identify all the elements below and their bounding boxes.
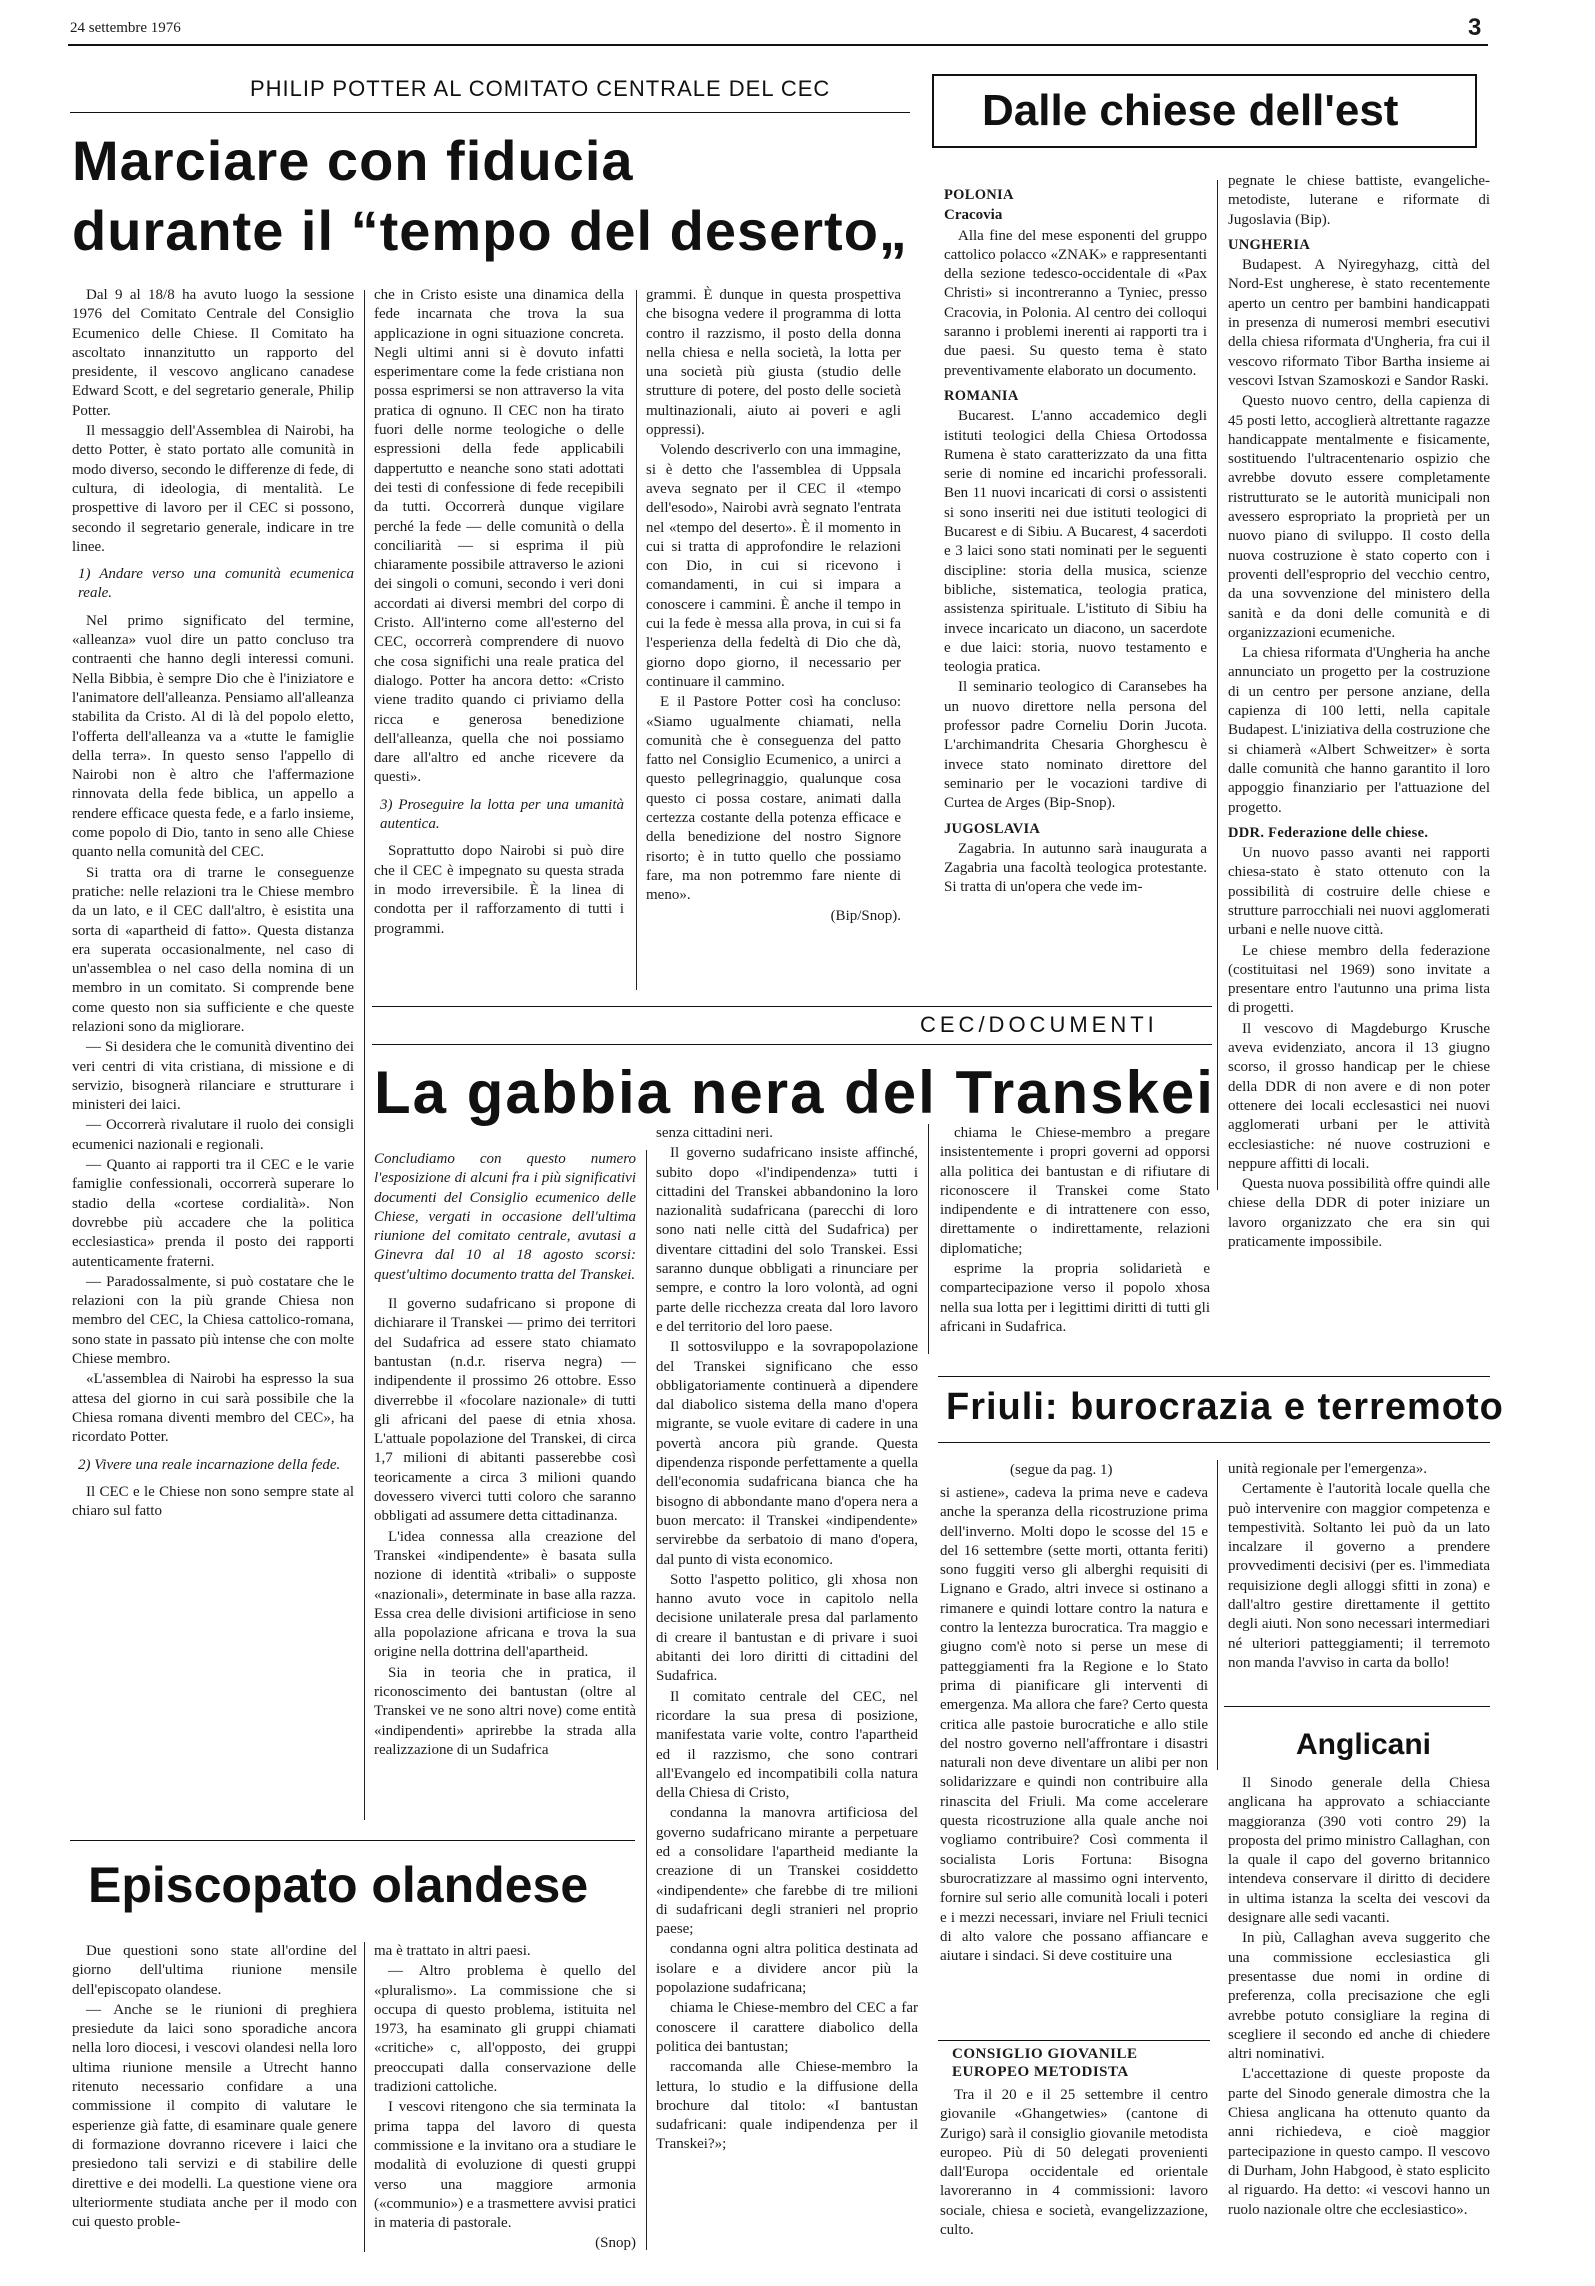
paragraph: Le chiese membro della federazione (costituitasi nel 1969) sono invitate a presentare entro l'autunno una prima lista di progetti. (1228, 942, 1490, 1017)
potter-kicker-rule (70, 112, 910, 113)
paragraph: grammi. È dunque in questa prospettiva che bisogna vedere il programma di lotta contro il razzismo, il posto della donna nella chiesa e nella società, la lotta per una società più giusta (studio delle strutture di potere, del posto delle società multinazionali, aiuto ai poveri e agli oppressi). (646, 287, 901, 439)
paragraph: condanna la manovra artificiosa del governo sudafricano mirante a perpetuare ed a consolidare l'apartheid mediante la creazione di un Transkei cosiddetto «indipendente» che farebbe di tre milioni di sudafricani degli stranieri nel proprio paese; (656, 1805, 918, 1938)
section-heading: DDR. Federazione delle chiese. (1228, 824, 1429, 841)
paragraph: Il governo sudafricano insiste affinché, subito dopo «l'indipendenza» tutti i cittadini del Transkei abbandonino la loro nazionalità sudafricana (parecchi di loro sono nati nelle città del Sudafrica) per diventare cittadini del solo Transkei. Essi saranno dunque obbligati a rinunciare per sempre, e contro la loro volontà, ad ogni parte delle ricchezza creata dal loro lavoro e del territorio del loro paese. (656, 1145, 918, 1335)
transkei-title: La gabbia nera del Transkei (374, 1059, 1215, 1126)
paragraph: Sia in teoria che in pratica, il riconoscimento dei bantustan (oltre al Transkei ve ne sono altri nove) come entità «indipendenti» aprirebbe la strada alla realizzazione di un Sudafrica (374, 1664, 636, 1758)
friuli-column-1 (940, 1484, 1208, 2029)
paragraph: chiama le Chiese-membro del CEC a far conoscere il carattere diabolico della politica dei bantustan; (656, 2000, 918, 2055)
paragraph: Si tratta ora di trarne le conseguenze pratiche: nelle relazioni tra le Chiese membro da un lato, e il CEC dall'altro, è esistita una sorta di «apartheid di fatto». Questa distanza era superata occasionalmente, nel caso di un'assemblea o nel caso della nomina di un membro in un comitato. Si comprende bene come questo non sia sufficiente e che queste relazioni sono da migliorare. (72, 864, 354, 1035)
paragraph: Un nuovo passo avanti nei rapporti chiesa-stato è stato ottenuto con la possibilità di costruire delle chiese e strutture parrocchiali nei nuovi agglomerati urbani e nelle nuove città. (1228, 845, 1490, 939)
olandese-title: Episcopato olandese (88, 1857, 589, 1913)
paragraph: condanna ogni altra politica destinata ad isolare e a dividere ancor più la popolazione sudafricana; (656, 1941, 918, 1997)
signature: (Snop) (595, 2235, 636, 2252)
paragraph: Certamente è l'autorità locale quella che può intervenire con maggior competenza e tempestività. Soltanto lei può da un lato incalzare il governo a prendere provvedimenti decisivi (per es. l'immediata requisizione degli alloggi sfitti in zona) e dall'altro gestire direttamente il gettito degli aiuti. Non sono necessari intermediari né ulteriori patteggiamenti; il terremoto non manda l'avviso in carta da bollo! (1228, 1481, 1490, 1671)
paragraph: che in Cristo esiste una dinamica della fede incarnata che trova la sua applicazione in ogni situazione concreta. Negli ultimi anni si è dovuto infatti esperimentare come la fede cristiana non possa esprimersi se non attraverso la vita pratica di ognuno. Il CEC non ha tirato fuori delle norme teologiche o delle espressioni della fede applicabili dappertutto e neanche sono stati adottati dei testi di confessione di fede recepibili da tutti. Occorrerà dunque vigilare perché la fede — delle comunità o della conciliarità — si esprima il più chiaramente possibile attraverso le azioni dei singoli o comuni, secondo i veri doni accordati ai diversi membri del corpo di Cristo. All'interno come all'esterno del CEC, occorrerà comprendere di nuovo che cosa significhi una reale pratica del dialogo. Potter ha ancora detto: «Cristo viene tradito quando ci priviamo della ricca e generosa benedizione dell'alleanza, quella che noi possiamo dare all'altro ed anche ricevere da questi». (374, 287, 624, 786)
paragraph: — Si desidera che le comunità diventino dei veri centri di vita cristiana, di missione e di servizio, bisognerà rilanciare e strutturare i ministeri dei laici. (72, 1039, 354, 1114)
paragraph: — Anche se le riunioni di preghiera presiedute da laici sono sporadiche ancora nella loro diocesi, i vescovi olandesi nella loro ultima riunione mensile a Utrecht hanno ritenuto necessario confidare a una commissione il compito di valutare le esperienze già fatte, di esaminare quale genere di formazione dovranno ricevere i laici che presiedono tali servizi e di stabilire delle direttive e dei modelli. La questione viene ora ulteriormente studiata anche per il modo con cui questo proble- (72, 2001, 357, 2231)
anglicani-body (1228, 1774, 1490, 2264)
paragraph: Nel primo significato del termine, «alleanza» vuol dire un patto concluso tra contraenti che hanno degli interessi comuni. Nella Bibbia, è sempre Dio che è l'iniziatore e l'animatore dell'alleanza. Pensiamo all'alleanza stabilita da Cristo. Al di là del popolo eletto, l'offerta dell'alleanza va a «tutte le famiglie della terra». In questo senso l'appello di Nairobi non è altro che l'affermazione rinnovata della fede biblica, un appello a rendere efficace questa fede, e a farlo insieme, come popolo di Dio, tanto in seno alle Chiese quanto nella comunità del CEC. (72, 612, 354, 861)
potter-column-1 (72, 286, 354, 1826)
page-date: 24 settembre 1976 (70, 20, 181, 36)
olandese-column-2 (374, 1942, 636, 2272)
friuli-top-rule (938, 1376, 1490, 1377)
column-divider (646, 1150, 647, 2250)
paragraph: Il comitato centrale del CEC, nel ricordare la sua presa di posizione, manifestata varie volte, contro l'apartheid ed il razzismo, che sono contrari all'Evangelo ed incompatibili colla natura della Chiesa di Cristo, (656, 1688, 918, 1802)
metodista-title-line1: CONSIGLIO GIOVANILE (952, 2046, 1138, 2062)
paragraph: si astiene», cadeva la prima neve e cadeva anche la speranza della ricostruzione prima dell'inverno. Molti dopo le scosse del 15 e del 16 settembre (sette morti, ottanta feriti) sono fuggiti verso gli alberghi requisiti di Lignano e Grado, altri invece si ostinano a rimanere e quindi lottare contro la natura e contro la lentezza burocratica. Tra maggio e giugno com'è noto si perse un mese di patteggiamenti fra la Regione e lo Stato prima di pianificare gli interventi di emergenza. Ma allora che fare? Certo questa critica alle pastoie burocratiche e allo stile del nostro governo nell'affrontare i disastri naturali non deve diventare un alibi per non solidarizzare e quindi non contribuire alla rinascita del Friuli. Ma come accelerare questa ricostruzione alla quale anche noi vogliamo contribuire? Così commenta il socialista Loris Fortuna: Bisogna sburocratizzare al massimo ogni intervento, fornire sul serio alle comunità locali i poteri e i mezzi necessari, inviare nel Friuli tecnici di alto valore che possano affiancare e aiutare i sindaci. Si deve costituire una (940, 1485, 1208, 1965)
paragraph: Il governo sudafricano si propone di dichiarare il Transkei — primo dei territori del Sudafrica ad essere stato chiamato bantustan (n.d.r. riserva negra) — indipendente il prossimo 26 ottobre. Esso diverrebbe il «focolare nazionale» di tutti gli africani del paese di etnia xhosa. L'attuale popolazione del Transkei, di circa 1,7 milioni di abitanti passerebbe così teoricamente a circa 3 milioni quando dovessero viverci tutti coloro che saranno obbligati ad assumere detta cittadinanza. (374, 1296, 636, 1525)
column-divider (364, 290, 365, 1820)
paragraph: Due questioni sono state all'ordine del giorno dell'ultima riunione mensile dell'episcopato olandese. (72, 1943, 357, 1998)
olandese-column-1 (72, 1942, 357, 2262)
paragraph: Il vescovo di Magdeburgo Krusche aveva evidenziato, ancora il 13 giugno scorso, il grosso handicap per le chiese della DDR di non avere e di non poter ottenere dei locali ecclesastici nei nuovi agglomerati urbani per le attività ecclesiastiche: né nuove costruzioni e neppure affitti di locali. (1228, 1020, 1490, 1172)
section-heading: POLONIA (944, 187, 1014, 203)
paragraph: Il Sinodo generale della Chiesa anglicana ha approvato a schiacciante maggioranza (390 voti contro 29) la proposta del primo ministro Callaghan, con la quale il capo del governo britannico intendeva conservare il diritto di decidere in ultima istanza la scelta dei vescovi da designare alle sedi vacanti. (1228, 1775, 1490, 1927)
metodista-body (940, 2086, 1208, 2264)
masthead-rule (68, 44, 1488, 46)
paragraph: Questa nuova possibilità offre quindi alle chiese della DDR di poter iniziare un lavoro organizzato che era sin qui praticamente impossibile. (1228, 1176, 1490, 1251)
paragraph: Soprattutto dopo Nairobi si può dire che il CEC è impegnato su questa strada in modo irreversibile. È la linea di condotta per il rafforzamento di tutti i programmi. (374, 843, 624, 937)
transkei-kicker-rule (372, 1044, 1212, 1045)
paragraph: L'idea connessa alla creazione del Transkei «indipendente» è basata sulla nozione di identità «tribali» o supposte «nazionali», determinate in base alla razza. Essa crea delle divisioni artificiose in seno alla popolazione africana e trova la sua origine nella dottrina dell'apartheid. (374, 1528, 636, 1661)
est-column-1 (944, 180, 1207, 995)
subheading: 2) Vivere una reale incarnazione della fede. (78, 1456, 341, 1473)
paragraph: In più, Callaghan aveva suggerito che una commissione ecclesiastica gli presentasse due nomi in ordine di preferenza, colla precisazione che egli avrebbe potuto consigliare la regina di scegliere il secondo ed anche di chiedere altri nominativi. (1228, 1930, 1490, 2063)
paragraph: Il sottosviluppo e la sovrapopolazione del Transkei significano che esso obbligatoriamente continuerà a dipendere dal diabolico sistema della mano d'opera migrante, se vuole evitare di cadere in una povertà ancora più grande. Questa dipendenza risponde perfettamente a quella dell'economia sudafricana bianca che ha bisogno di abbondante mano d'opera nera a buon mercato: il Transkei «indipendente» servirebbe da serbatoio di mano d'opera, dal punto di vista economico. (656, 1339, 918, 1568)
paragraph: — Paradossalmente, si può costatare che le relazioni con la più grande Chiesa non membro del CEC, la Chiesa cattolico-romana, sono state in passato più intense che con molte Chiese membro. (72, 1273, 354, 1368)
paragraph: Alla fine del mese esponenti del gruppo cattolico polacco «ZNAK» e rappresentanti della sezione tedesco-occidentale di «Pax Christi» si incontreranno a Tyniec, presso Cracovia, in Polonia. Al centro dei colloqui saranno i problemi inerenti ai rapporti tra i due paesi. Su questo tema è stato preventivamente elaborato un documento. (944, 227, 1207, 379)
section-heading: UNGHERIA (1228, 236, 1311, 253)
metodista-title-line2: EUROPEO METODISTA (952, 2064, 1129, 2080)
column-divider (636, 290, 637, 990)
subheading: 1) Andare verso una comunità ecumenica reale. (78, 566, 354, 602)
paragraph: — Quanto ai rapporti tra il CEC e le varie famiglie confessionali, occorrerà superare lo stadio della «cortese cordialità». Non dovrebbe più accadere che la politica ecclesiastica» prenda il posto dei rapporti autenticamente fraterni. (72, 1157, 354, 1270)
potter-kicker: PHILIP POTTER AL COMITATO CENTRALE DEL CEC (250, 76, 831, 101)
potter-column-2 (374, 286, 624, 991)
transkei-top-rule (372, 1006, 1212, 1007)
transkei-column-3 (940, 1124, 1210, 1384)
paragraph: pegnate le chiese battiste, evangeliche-metodiste, luterane e riformate di Jugoslavia (Bip). (1228, 173, 1490, 228)
friuli-title: Friuli: burocrazia e terremoto (946, 1386, 1504, 1428)
friuli-title-rule (938, 1442, 1490, 1443)
paragraph: E il Pastore Potter così ha concluso: «Siamo ugualmente chiamati, nella comunità che è conseguenza del patto fatto nel Consiglio Ecumenico, a unirci a questo pellegrinaggio, qualunque cosa questo ci possa costare, animati dalla certezza costante della potenza efficace e della benedizione del nostro Signore risorto; è in tutto quello che possiamo fare, ma non potremmo fare niente di meno». (646, 694, 901, 904)
paragraph: Tra il 20 e il 25 settembre il centro giovanile «Ghangetwies» (cantone di Zurigo) sarà il consiglio giovanile metodista europeo. Più di 50 delegati provenienti dall'Europa occidentale ed orientale lavoreranno in 4 commissioni: lavoro sociale, chiesa e società, evangelizzazione, culto. (940, 2087, 1208, 2239)
friuli-continuation-note: (segue da pag. 1) (1010, 1462, 1113, 1478)
paragraph: Zagabria. In autunno sarà inaugurata a Zagabria una facoltà teologica protestante. Si tratta di un'opera che vede im- (944, 840, 1207, 896)
paragraph: I vescovi ritengono che sia terminata la prima tappa del lavoro di questa commissione e la invitano ora a studiare le modalità di evoluzione di questi gruppi verso una maggiore armonia («communio») e a trasmettere avvisi pratici in materia di pastorale. (374, 2099, 636, 2232)
subheading: Cracovia (944, 207, 1003, 224)
potter-title-line1: Marciare con fiducia (72, 129, 634, 192)
paragraph: «L'assemblea di Nairobi ha espresso la sua attesa del giorno in cui sarà possibile che la Chiesa romana diventi membro del CEC», ha ricordato Potter. (72, 1371, 354, 1446)
paragraph: Sotto l'aspetto politico, gli xhosa non hanno avuto voce in capitolo nella decisione unilaterale presa dal parlamento di creare il bantustan e di privare i suoi abitanti dei loro diritti di cittadini del Sudafrica. (656, 1571, 918, 1685)
paragraph: La chiesa riformata d'Ungheria ha anche annunciato un progetto per la costruzione di un centro per persone anziane, della capienza di 100 letti, nella capitale Budapest. L'iniziativa della costruzione che si chiamerà «Albert Schweitzer» è sorta dalle comunità che hanno garantito il loro appoggio finanziario per l'attuazione del progetto. (1228, 645, 1490, 816)
paragraph: Questo nuovo centro, della capienza di 45 posti letto, accoglierà altrettante ragazze handicappate mentalmente e fisicamente, sostituendo l'ultracentenario ospizio che avrebbe dovuto essere completamente ristrutturato se le autorità municipali non avessero espropriato la proprietà per un nuovo piano di sviluppo. Il costo della nuova costruzione è stato coperto con i proventi dell'esproprio del vecchio centro, da una sovvenzione del ministero della sanità e da doni delle comunità e di organizzazioni ecumeniche. (1228, 393, 1490, 641)
section-heading: JUGOSLAVIA (944, 820, 1041, 837)
anglicani-title: Anglicani (1296, 1728, 1432, 1761)
paragraph: L'accettazione di queste proposte da parte del Sinodo generale dimostra che la Chiesa anglicana ha ottenuto quanto da anni richiedeva, e cioè maggior partecipazione in questo campo. Il vescovo di Durham, John Habgood, è stato esplicito al riguardo. Ha detto: «i vescovi hanno un ruolo nazionale oltre che ecclesiastico». (1228, 2066, 1490, 2218)
column-divider (1217, 180, 1218, 1190)
transkei-kicker: CEC/DOCUMENTI (920, 1012, 1158, 1037)
est-title: Dalle chiese dell'est (982, 86, 1399, 135)
metodista-top-rule (938, 2040, 1210, 2041)
paragraph: — Altro problema è quello del «pluralismo». La commissione che si occupa di questo problema, istituita nel 1973, ha esaminato gli gruppi chiamati «critiche» c, all'opposto, dei gruppi preoccupati dalla conservazione delle tradizioni cattoliche. (374, 1963, 636, 2096)
intro-note: Concludiamo con questo numero l'esposizione di alcuni fra i più significativi documenti del Consiglio ecumenico delle Chiese, vergati in occasione dell'ultima riunione del comitato centrale, avutasi a Ginevra dal 10 al 18 agosto scorsi: quest'ultimo documento tratta del Transkei. (374, 1151, 636, 1283)
transkei-column-2 (656, 1124, 918, 2244)
anglicani-top-rule (1224, 1706, 1490, 1707)
potter-column-3 (646, 286, 901, 991)
paragraph: ma è trattato in altri paesi. (374, 1943, 531, 1959)
paragraph: Dal 9 al 18/8 ha avuto luogo la sessione 1976 del Comitato Centrale del Consiglio Ecumenico delle Chiese. Il Comitato ha ascoltato innanzitutto un rapporto del presidente, il vescovo anglicano canadese Edward Scott, e del segretario generale, Philip Potter. (72, 287, 354, 419)
paragraph: esprime la propria solidarietà e compartecipazione verso il popolo xhosa nella sua lotta per i legittimi diritti di tutti gli africani in Sudafrica. (940, 1261, 1210, 1335)
paragraph: — Occorrerà rivalutare il ruolo dei consigli ecumenici nazionali e regionali. (72, 1117, 354, 1153)
paragraph: unità regionale per l'emergenza». (1228, 1461, 1427, 1477)
section-heading: ROMANIA (944, 387, 1019, 404)
paragraph: senza cittadini neri. (656, 1125, 774, 1141)
transkei-column-1 (374, 1150, 636, 1820)
subheading: 3) Proseguire la lotta per una umanità autentica. (380, 796, 624, 833)
olandese-top-rule (70, 1840, 635, 1841)
paragraph: Volendo descriverlo con una immagine, si è detto che l'assemblea di Uppsala aveva segnato per il CEC il «tempo dell'esodo», Nairobi avrà segnato l'entrata nel «tempo del deserto». È il momento in cui si tratta di approfondire le relazioni con Dio, in cui si ricevono i comandamenti, in cui si impara a conoscere i cammini. È anche il tempo in cui la fede è messa alla prova, in cui si fa l'esperienza della fedeltà di Dio che dà, giorno dopo giorno, il necessario per continuare il cammino. (646, 442, 901, 690)
column-divider (928, 1124, 929, 1354)
paragraph: Bucarest. L'anno accademico degli istituti teologici della Chiesa Ortodossa Rumena è stato caratterizzato da una fitta serie di nomine ed incarichi professorali. Ben 11 nuovi incaricati di corsi o assistenti si sono inseriti nei due istituti teologici di Bucarest e di Sibiu. A Bucarest, 4 sacerdoti e 3 laici sono stati nominati per le seguenti discipline: storia della musica, scienze bibliche, sistematica, teologia pratica, assistenza spirituale. L'istituto di Sibiu ha invece incaricato un diacono, un sacerdote e due laici: storia, nuovo testamento e teologia pratica. (944, 408, 1207, 676)
paragraph: Il seminario teologico di Caransebes ha un nuovo direttore nella persona del professor padre Corneliu Dorin Jucota. L'archimandrita Chesaria Ghorghescu è invece stato nominato direttore del seminario per le vocazioni tardive di Curtea de Arges (Bip-Snop). (944, 679, 1207, 812)
signature: (Bip/Snop). (830, 907, 901, 924)
paragraph: raccomanda alle Chiese-membro la lettura, lo studio e la diffusione della brochure dal titolo: «I bantustan sudafricani: quale indipendenza per il Transkei?»; (656, 2059, 918, 2153)
column-divider (364, 1942, 365, 2252)
paragraph: Budapest. A Nyiregyhazg, città del Nord-Est ungherese, è stato recentemente aperto un centro per bambini handicappati in presenza di numerosi membri esecutivi della chiesa riformata d'Ungheria, fra cui il vescovo riformato Tibor Bartha insieme ai vescovi Istvan Szamoskozi e Sandor Raski. (1228, 257, 1490, 389)
potter-title-line2: durante il “tempo del deserto„ (72, 199, 908, 262)
paragraph: Il messaggio dell'Assemblea di Nairobi, ha detto Potter, è stato portato alle comunità in modo diverso, secondo le differenze di fede, di cultura, di ideologia, di mentalità. Le prospettive di lavoro per il CEC si possono, secondo il segretario generale, indicare in tre linee. (72, 423, 354, 555)
est-column-2 (1228, 172, 1490, 1387)
column-divider (1217, 1460, 1218, 1770)
paragraph: Il CEC e le Chiese non sono sempre state al chiaro sul fatto (72, 1483, 354, 1520)
page-number: 3 (1468, 14, 1482, 41)
paragraph: chiama le Chiese-membro a pregare insistentemente i propri governi ad opporsi alla politica dei bantustan e di rifiutare di riconoscere il Transkei come Stato indipendente e di intrattenere con esso, direttamente o indirettamente, relazioni diplomatiche; (940, 1125, 1210, 1257)
